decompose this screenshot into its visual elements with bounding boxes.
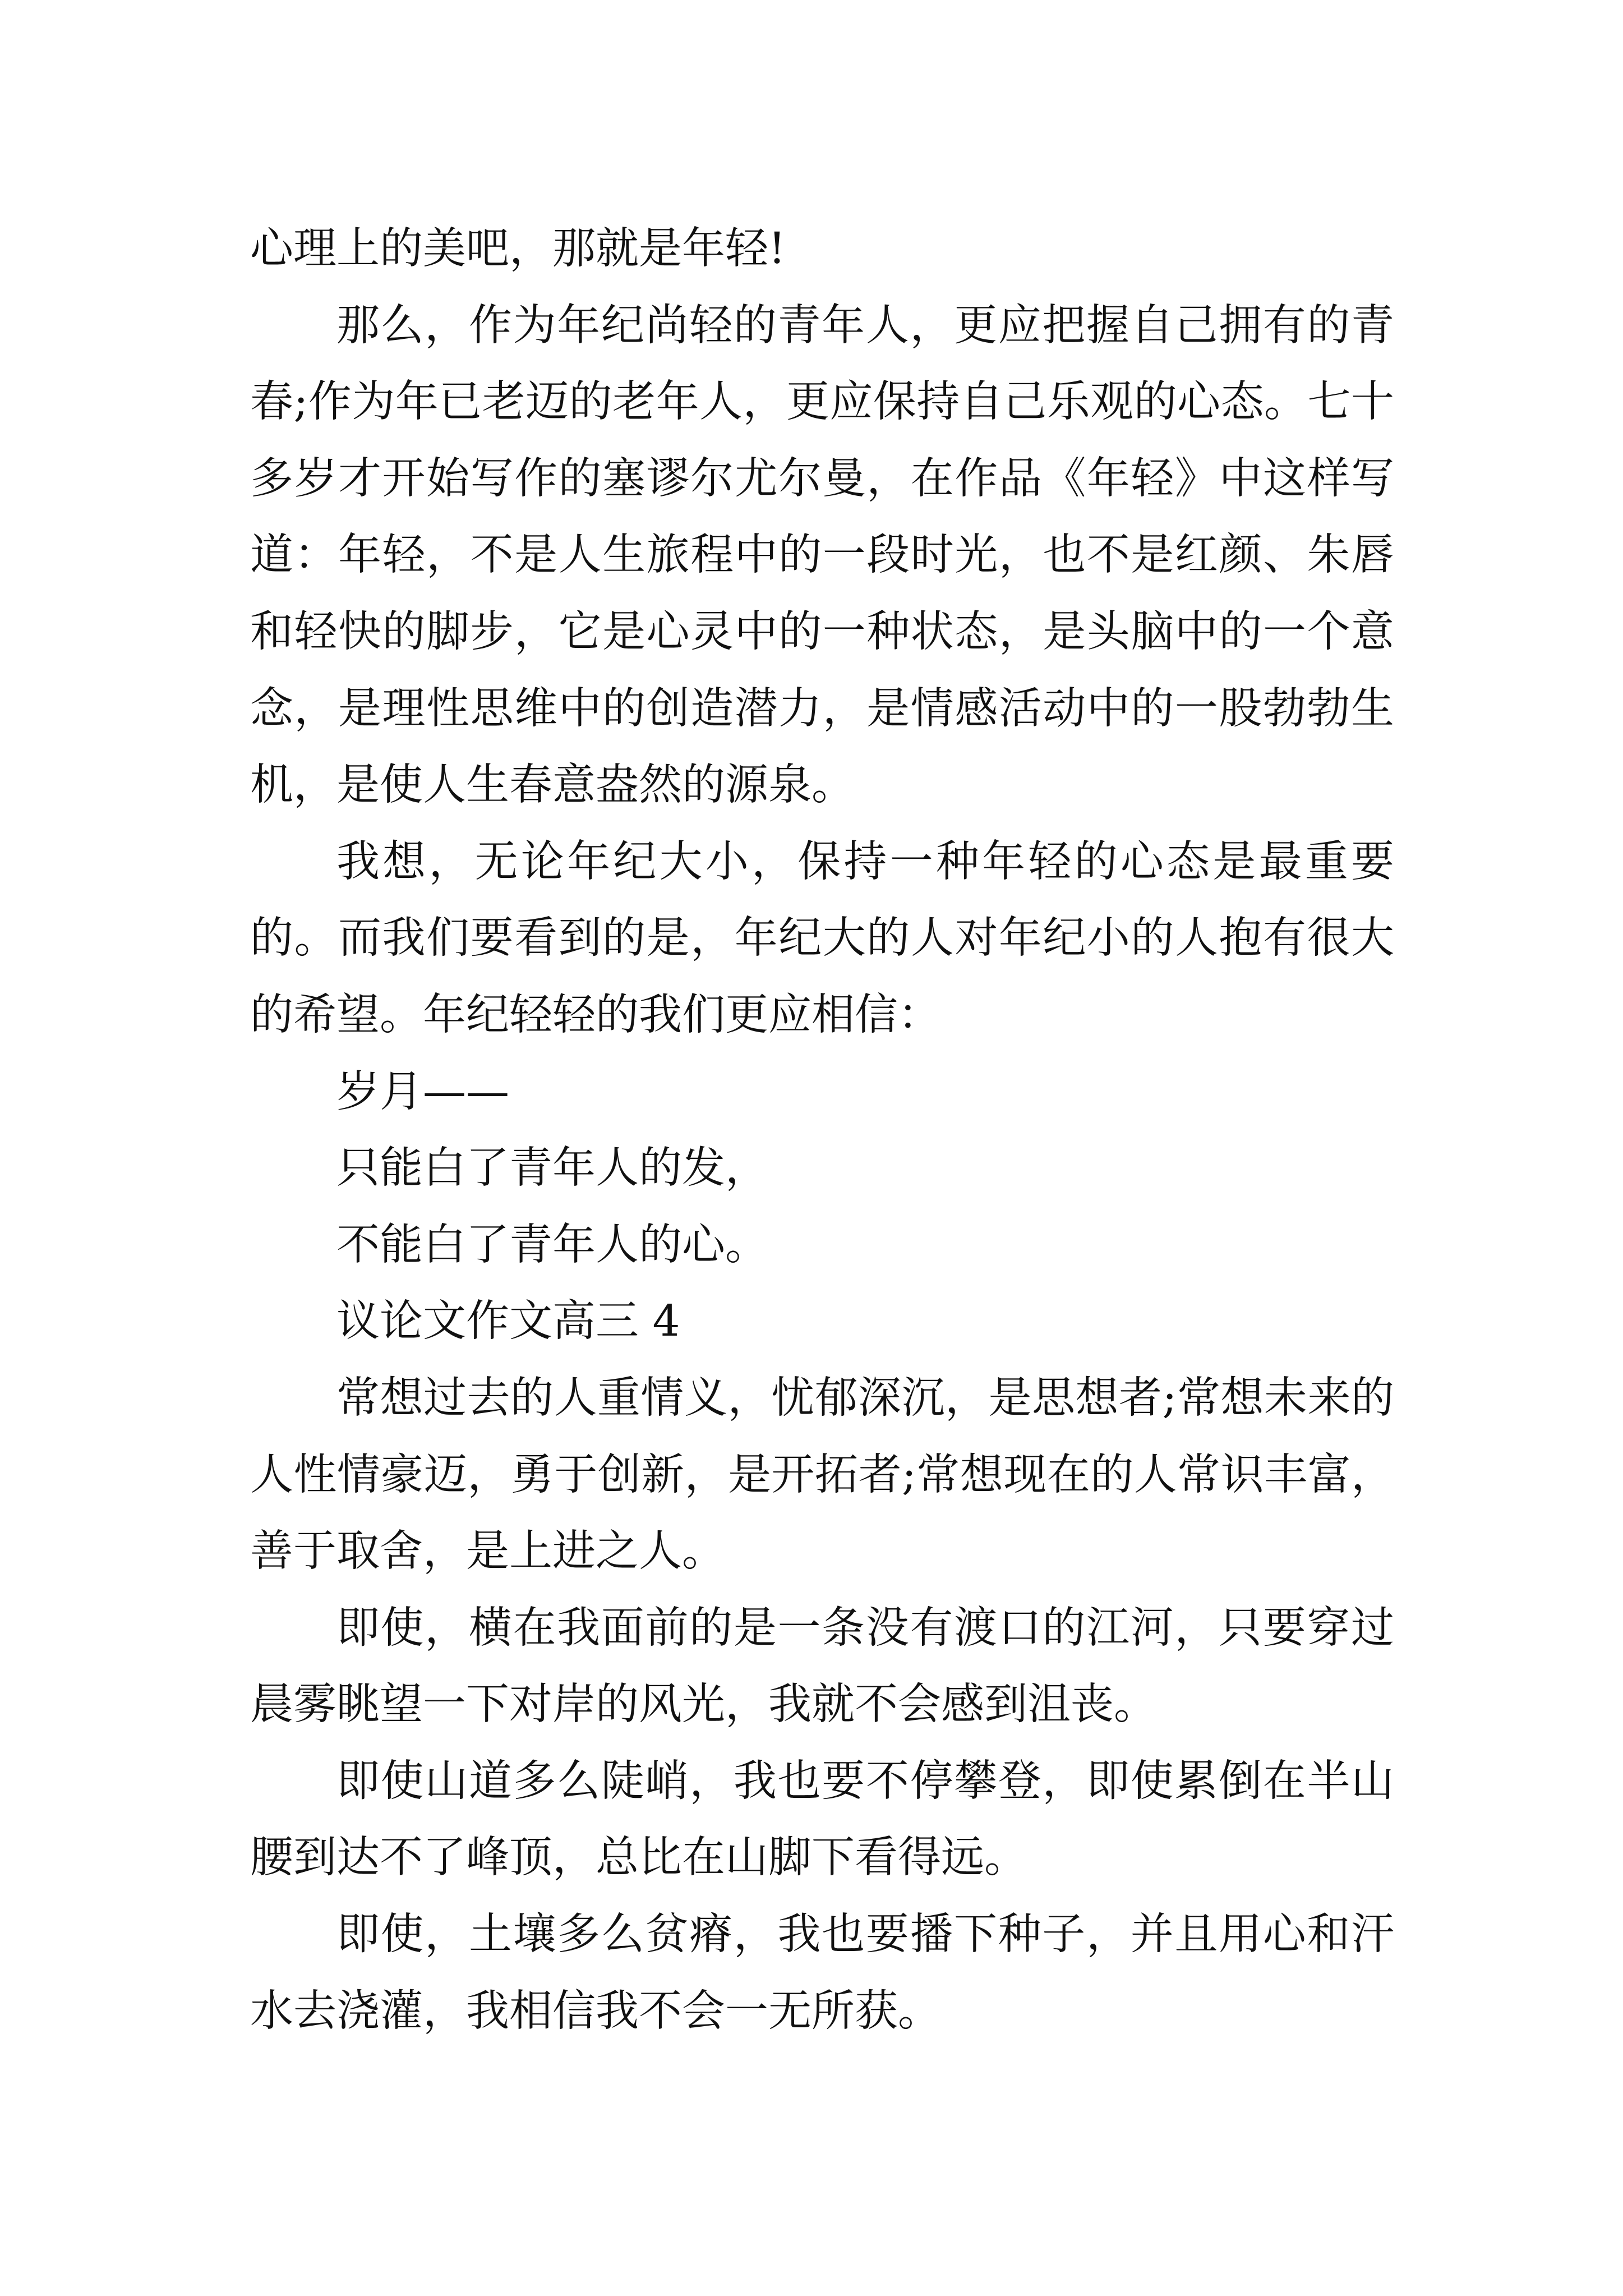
section-heading: 议论文作文高三 4 bbox=[336, 1296, 680, 1347]
paragraph: 即使山道多么陡峭，我也要不停攀登，即使累倒在半山腰到达不了峰顶，总比在山脚下看得远。 bbox=[250, 1756, 1394, 1883]
poem-line: 只能白了青年人的发， bbox=[336, 1143, 768, 1194]
paragraph: 即使，土壤多么贫瘠，我也要播下种子，并且用心和汗水去浇灌，我相信我不会一无所获。 bbox=[250, 1910, 1394, 2036]
paragraph: 那么，作为年纪尚轻的青年人，更应把握自己拥有的青春;作为年已老迈的老年人，更应保持自己乐观的心态。七十多岁才开始写作的塞谬尔尤尔曼，在作品《年轻》中这样写道：年轻，不是人生旅程中的一段时光，也不是红颜、朱唇和轻快的脚步，它是心灵中的一种状态，是头脑中的一个意念，是理性思维中的创造潜力，是情感活动中的一股勃勃生机，是使人生春意盎然的源泉。 bbox=[250, 300, 1394, 811]
paragraph: 即使，横在我面前的是一条没有渡口的江河，只要穿过晨雾眺望一下对岸的风光，我就不会感到沮丧。 bbox=[250, 1603, 1394, 1730]
paragraph: 我想，无论年纪大小，保持一种年轻的心态是最重要的。而我们要看到的是，年纪大的人对年纪小的人抱有很大的希望。年纪轻轻的我们更应相信： bbox=[250, 836, 1394, 1040]
poem-line: 岁月—— bbox=[336, 1066, 509, 1117]
paragraph-continuation: 心理上的美吧，那就是年轻! bbox=[250, 224, 786, 274]
poem-line: 不能白了青年人的心。 bbox=[336, 1220, 768, 1270]
document-body bbox=[250, 211, 1394, 2050]
paragraph: 常想过去的人重情义，忧郁深沉，是思想者;常想未来的人性情豪迈，勇于创新，是开拓者;常想现在的人常识丰富，善于取舍，是上进之人。 bbox=[250, 1373, 1394, 1577]
